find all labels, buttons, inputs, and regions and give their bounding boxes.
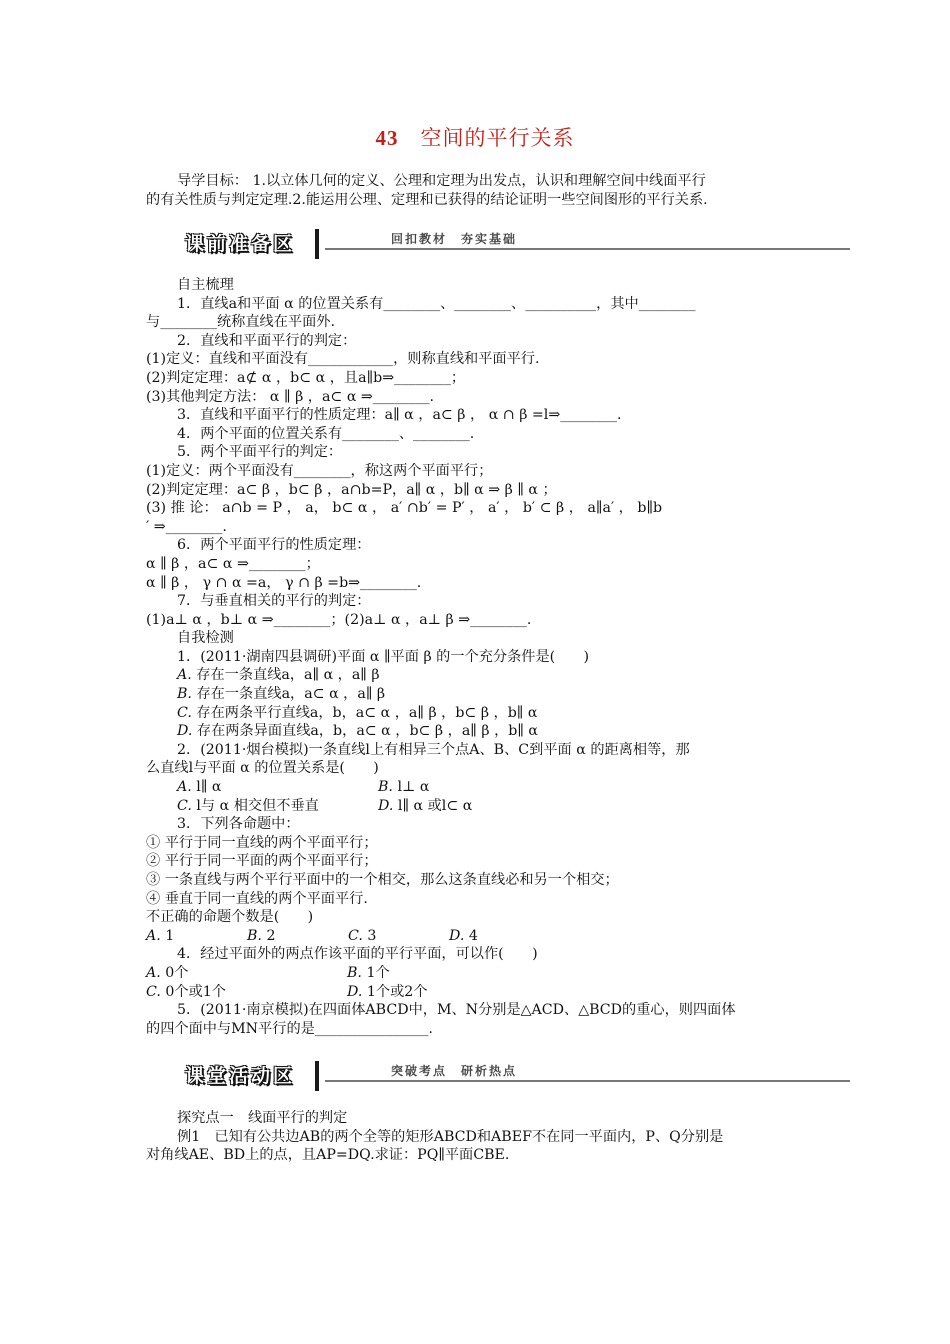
item-5-2: (2)判定定理：a⊂ β ，b⊂ β ，a∩b=P，a∥ α ，b∥ α ⇒ β ∥ α ； — [146, 481, 557, 498]
title-text: 空间的平行关系 — [420, 126, 575, 150]
item-5: 5．两个平面平行的判定： — [177, 444, 343, 461]
check-5a: 5．(2011·南京模拟)在四面体ABCD中，M、N分别是△ACD、△BCD的重心，则四面体 — [177, 1002, 736, 1019]
check-5b: 的四个面中与MN平行的是________________. — [146, 1020, 433, 1037]
item-3: 3．直线和平面平行的性质定理：a∥ α ，a⊂ β ， α ∩ β =l⇒________. — [177, 407, 622, 424]
section-in-class — [146, 1109, 810, 1165]
item-6: 6．两个平面平行的性质定理： — [177, 537, 371, 554]
banner-pre-class — [177, 229, 850, 259]
item-6-2: α ∥ β ， γ ∩ α =a， γ ∩ β =b⇒________. — [146, 574, 422, 591]
check-3-stmt-1: ① 平行于同一直线的两个平面平行； — [146, 834, 378, 851]
check-1-option-c: C. 存在两条平行直线a，b，a⊂ α ，a∥ β ，b⊂ β ，b∥ α — [177, 704, 538, 721]
learning-goal — [146, 172, 810, 209]
goal-line-1: 导学目标： 1.以立体几何的定义、公理和定理为出发点，认识和理解空间中线面平行 — [177, 173, 706, 189]
check-3-stmt-3: ③ 一条直线与两个平行平面中的一个相交，那么这条直线必和另一个相交； — [146, 872, 619, 888]
check-1-option-d: D. 存在两条异面直线a，b，a⊂ α ，b⊂ β ，a∥ β ，b∥ α — [177, 723, 538, 740]
example-1b: 对角线AE、BD上的点，且AP=DQ.求证：PQ∥平面CBE. — [146, 1147, 510, 1164]
banner-rule — [325, 248, 850, 250]
check-2-options-ab — [146, 778, 810, 797]
check-1-option-a: A. 存在一条直线a，a∥ α ，a∥ β — [177, 667, 380, 684]
goal-line-2: 的有关性质与判定定理.2.能运用公理、定理和已获得的结论证明一些空间图形的平行关系. — [146, 191, 708, 208]
banner-divider-bar — [315, 229, 319, 259]
check-3: 3．下列各命题中： — [177, 816, 300, 833]
banner-rule — [325, 1080, 850, 1082]
check-4: 4．经过平面外的两点作该平面的平行平面，可以作( ) — [177, 946, 538, 963]
check-3-question: 不正确的命题个数是( ) — [146, 909, 314, 926]
item-6-1: α ∥ β ，a⊂ α ⇒________； — [146, 555, 320, 572]
check-3-option-c: C. 3 — [348, 927, 377, 944]
check-4-option-c: C. 0个或1个 — [146, 983, 226, 1000]
check-2-option-a: A. l∥ α — [177, 779, 222, 796]
check-4-option-a: A. 0个 — [146, 964, 189, 981]
page-title — [0, 122, 950, 152]
check-3-stmt-4: ④ 垂直于同一直线的两个平面平行. — [146, 890, 368, 907]
banner-in-class — [177, 1061, 850, 1091]
item-5-3a: (3) 推 论： a∩b = P ， a， b⊂ α ， a′ ∩b′ = P′ ， a′ ， b′ ⊂ β ， a∥a′ ， b∥b — [146, 500, 663, 517]
banner-pre-class-subtitle: 回扣教材 夯实基础 — [391, 232, 518, 246]
item-2: 2．直线和平面平行的判定： — [177, 332, 357, 349]
section-pre-class — [146, 276, 810, 1038]
check-3-option-a: A. 1 — [146, 927, 175, 944]
item-4: 4．两个平面的位置关系有________、________. — [177, 425, 475, 442]
item-2-3: (3)其他判定方法： α ∥ β ，a⊂ α ⇒________. — [146, 388, 435, 405]
item-2-1: (1)定义：直线和平面没有____________，则称直线和平面平行. — [146, 351, 540, 368]
check-3-options — [146, 927, 810, 946]
check-4-option-b: B. 1个 — [347, 964, 390, 981]
item-7: 7．与垂直相关的平行的判定： — [177, 593, 371, 610]
banner-pre-class-label: 课前准备区 — [185, 233, 296, 255]
check-4-options-cd — [146, 983, 810, 1002]
check-3-option-b: B. 2 — [247, 927, 276, 944]
section-heading-self-check: 自我检测 — [177, 630, 234, 647]
check-2-option-d: D. l∥ α 或l⊂ α — [378, 797, 473, 814]
banner-divider-bar — [315, 1061, 319, 1091]
banner-in-class-subtitle: 突破考点 研析热点 — [391, 1064, 518, 1078]
check-1: 1．(2011·湖南四县调研)平面 α ∥平面 β 的一个充分条件是( ) — [177, 648, 590, 665]
check-2b: 么直线l与平面 α 的位置关系是( ) — [146, 760, 379, 777]
item-1a: 1．直线a和平面 α 的位置关系有________、________、__________，其中________ — [177, 295, 696, 312]
check-3-stmt-2: ② 平行于同一平面的两个平面平行； — [146, 853, 378, 870]
banner-in-class-label: 课堂活动区 — [185, 1065, 296, 1087]
explore-heading: 探究点一 线面平行的判定 — [177, 1110, 348, 1126]
item-1b: 与________统称直线在平面外. — [146, 314, 335, 331]
check-2-options-cd — [146, 797, 810, 816]
check-2-option-b: B. l⊥ α — [378, 779, 430, 796]
item-2-2: (2)判定定理：a⊄ α ，b⊂ α ，且a∥b⇒________； — [146, 369, 466, 386]
check-4-options-ab — [146, 964, 810, 983]
check-2a: 2．(2011·烟台模拟)一条直线l上有相异三个点A、B、C到平面 α 的距离相等，那 — [177, 741, 690, 758]
check-4-option-d: D. 1个或2个 — [347, 983, 428, 1000]
title-number: 43 — [375, 126, 399, 150]
item-7-1: (1)a⊥ α ，b⊥ α ⇒________；(2)a⊥ α ，a⊥ β ⇒________. — [146, 611, 532, 628]
item-5-1: (1)定义：两个平面没有________，称这两个平面平行； — [146, 462, 493, 479]
check-3-option-d: D. 4 — [449, 927, 478, 944]
check-2-option-c: C. l与 α 相交但不垂直 — [177, 797, 319, 814]
item-5-3b: ′ ⇒________. — [146, 518, 227, 535]
section-heading: 自主梳理 — [177, 277, 234, 293]
check-1-option-b: B. 存在一条直线a，a⊂ α ，a∥ β — [177, 686, 386, 703]
example-1a: 例1 已知有公共边AB的两个全等的矩形ABCD和ABEF不在同一平面内，P、Q分别是 — [177, 1128, 724, 1145]
